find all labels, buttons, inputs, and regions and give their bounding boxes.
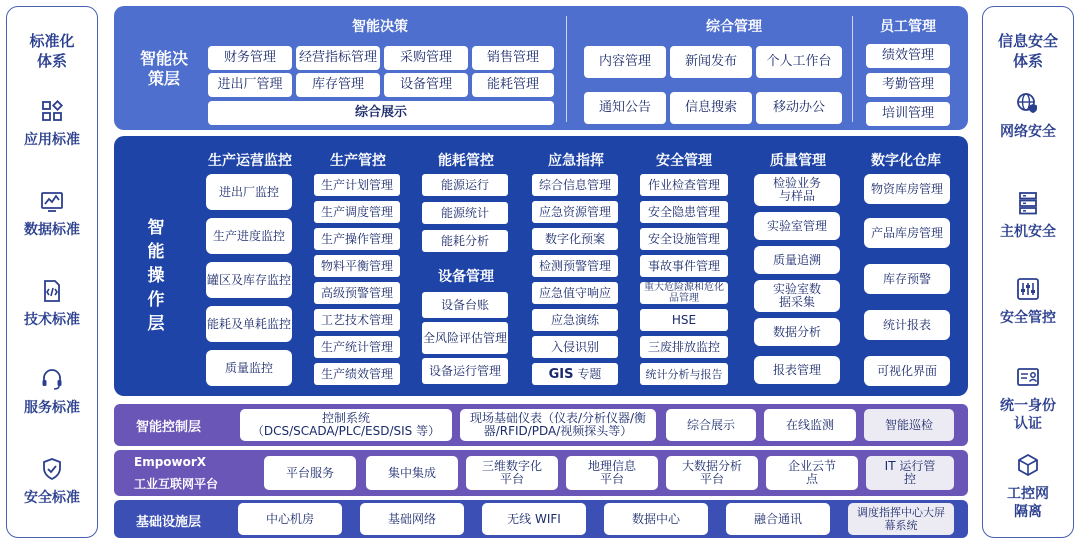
section-divider (852, 16, 853, 122)
decision-layer-label: 智能决策层 (139, 49, 188, 88)
module-box[interactable]: 能源运行 (422, 174, 508, 196)
module-box[interactable]: 生产绩效管理 (314, 363, 400, 385)
column-title: 安全管理 (656, 153, 712, 169)
infrastructure-layer-label: 基础设施层 (136, 515, 202, 530)
summary-box[interactable]: 综合展示 (208, 101, 554, 125)
module-box[interactable]: 无线 WIFI (482, 503, 586, 535)
module-box[interactable]: 设备台账 (422, 292, 508, 318)
module-box[interactable]: 库存预警 (864, 264, 950, 294)
standards-panel (6, 6, 98, 538)
cube-icon (1016, 453, 1040, 477)
module-box[interactable]: 新闻发布 (670, 46, 752, 78)
module-box[interactable]: 能耗分析 (422, 230, 508, 252)
platform-layer-label: 工业互联网平台 (134, 477, 219, 491)
module-box[interactable]: IT 运行管控 (866, 456, 954, 490)
module-box[interactable]: 融合通讯 (726, 503, 830, 535)
module-box[interactable]: 质量监控 (206, 350, 292, 386)
module-box[interactable]: 能耗及单耗监控 (206, 306, 292, 342)
module-box[interactable]: 库存管理 (296, 73, 380, 97)
gis-module-box[interactable]: GIS 专题 (532, 363, 618, 385)
security-item-identity: 统一身份认证 (983, 365, 1073, 433)
module-box[interactable]: 统计分析与报告 (640, 363, 728, 385)
standard-item-app: 应用标准 (7, 99, 97, 149)
module-box[interactable]: 可视化界面 (864, 356, 950, 386)
module-box[interactable]: 检验业务与样品 (754, 174, 840, 206)
module-box[interactable]: 入侵识别 (532, 336, 618, 358)
module-box[interactable]: 财务管理 (208, 46, 292, 70)
module-box[interactable]: 控制系统（DCS/SCADA/PLC/ESD/SIS 等） (240, 409, 452, 441)
module-box[interactable]: 进出厂管理 (208, 73, 292, 97)
module-box[interactable]: 重大危险源和危化品管理 (640, 282, 728, 304)
control-layer (114, 404, 968, 446)
module-box[interactable]: 调度指挥中心大屏幕系统 (848, 503, 954, 535)
operation-layer (114, 136, 968, 396)
standard-item-data: 数据标准 (7, 189, 97, 239)
module-box[interactable]: 企业云节点 (766, 456, 858, 490)
module-box[interactable]: 生产调度管理 (314, 201, 400, 223)
module-box[interactable]: 能耗管理 (472, 73, 554, 97)
module-box[interactable]: 作业检查管理 (640, 174, 728, 196)
security-item-control: 安全管控 (983, 277, 1073, 327)
code-icon (40, 279, 64, 303)
module-box[interactable]: 数字化预案 (532, 228, 618, 250)
platform-layer (114, 450, 968, 496)
column-title: 生产运营监控 (208, 153, 292, 169)
module-box[interactable]: 高级预警管理 (314, 282, 400, 304)
chart-icon (40, 189, 64, 213)
column-title: 应急指挥 (548, 153, 604, 169)
standard-item-tech: 技术标准 (7, 279, 97, 329)
column-title: 质量管理 (770, 153, 826, 169)
module-box[interactable]: 经营指标管理 (296, 46, 380, 70)
operation-layer-label: 智能操作层 (147, 218, 165, 334)
module-box[interactable]: 生产计划管理 (314, 174, 400, 196)
module-box[interactable]: 生产操作管理 (314, 228, 400, 250)
module-box[interactable]: 销售管理 (472, 46, 554, 70)
module-box[interactable]: 平台服务 (264, 456, 356, 490)
module-box[interactable]: 在线监测 (764, 409, 856, 441)
column-subtitle: 设备管理 (438, 269, 494, 285)
module-box[interactable]: 安全隐患管理 (640, 201, 728, 223)
module-box[interactable]: 应急演练 (532, 309, 618, 331)
module-box[interactable]: 进出厂监控 (206, 174, 292, 210)
module-box[interactable]: 工艺技术管理 (314, 309, 400, 331)
module-box[interactable]: 物料平衡管理 (314, 255, 400, 277)
security-title: 信息安全体系 (997, 32, 1058, 70)
module-box[interactable]: 报表管理 (754, 356, 840, 384)
module-box[interactable]: 综合信息管理 (532, 174, 618, 196)
module-box[interactable]: 中心机房 (238, 503, 342, 535)
apps-icon (40, 99, 64, 123)
module-box[interactable]: 绩效管理 (866, 44, 950, 68)
column-title: 能耗管控 (438, 153, 494, 169)
security-panel (982, 6, 1074, 538)
module-box[interactable]: 现场基础仪表（仪表/分析仪器/衡器/RFID/PDA/视频探头等） (460, 409, 656, 441)
module-box[interactable]: 数据中心 (604, 503, 708, 535)
module-box[interactable]: 应急值守响应 (532, 282, 618, 304)
module-box[interactable]: 应急资源管理 (532, 201, 618, 223)
module-box[interactable]: 三废排放监控 (640, 336, 728, 358)
standard-item-security: 安全标准 (7, 457, 97, 507)
module-box[interactable]: 数据分析 (754, 318, 840, 346)
module-box[interactable]: 大数据分析平台 (666, 456, 758, 490)
module-box[interactable]: HSE (640, 309, 728, 331)
globe-shield-icon (1016, 91, 1040, 115)
section-title-staff: 员工管理 (880, 19, 936, 35)
module-box[interactable]: 罐区及库存监控 (206, 262, 292, 298)
security-item-host: 主机安全 (983, 191, 1073, 241)
module-box[interactable]: 设备运行管理 (422, 358, 508, 384)
column-title: 数字化仓库 (871, 153, 941, 169)
server-icon (1016, 191, 1040, 215)
decision-layer (114, 6, 968, 130)
control-layer-label: 智能控制层 (136, 420, 202, 435)
module-box[interactable]: 内容管理 (584, 46, 666, 78)
module-box[interactable]: 个人工作台 (756, 46, 842, 78)
column-title: 生产管控 (330, 153, 386, 169)
module-box[interactable]: 安全设施管理 (640, 228, 728, 250)
platform-brand: EmpoworX (134, 455, 207, 469)
module-box[interactable]: 事故事件管理 (640, 255, 728, 277)
module-box[interactable]: 信息搜索 (670, 92, 752, 124)
module-box[interactable]: 通知公告 (584, 92, 666, 124)
headset-icon (40, 367, 64, 391)
module-box[interactable]: 质量追溯 (754, 246, 840, 274)
module-box[interactable]: 生产进度监控 (206, 218, 292, 254)
security-item-isolation: 工控网隔离 (983, 453, 1073, 521)
module-box[interactable]: 培训管理 (866, 102, 950, 126)
module-box[interactable]: 统计报表 (864, 310, 950, 340)
module-box[interactable]: 三维数字化平台 (466, 456, 558, 490)
module-box[interactable]: 考勤管理 (866, 73, 950, 97)
module-box[interactable]: 基础网络 (360, 503, 464, 535)
module-box[interactable]: 产品库房管理 (864, 218, 950, 248)
module-box[interactable]: 生产统计管理 (314, 336, 400, 358)
module-box[interactable]: 集中集成 (366, 456, 458, 490)
module-box[interactable]: 地理信息平台 (566, 456, 658, 490)
section-title-general: 综合管理 (706, 19, 762, 35)
standards-title: 标准化体系 (29, 32, 75, 70)
module-box[interactable]: 物资库房管理 (864, 174, 950, 204)
section-title-decision: 智能决策 (352, 19, 408, 35)
id-card-icon (1016, 365, 1040, 389)
module-box[interactable]: 采购管理 (384, 46, 468, 70)
module-box[interactable]: 检测预警管理 (532, 255, 618, 277)
shield-check-icon (40, 457, 64, 481)
module-box[interactable]: 能源统计 (422, 202, 508, 224)
module-box[interactable]: 设备管理 (384, 73, 468, 97)
sliders-icon (1016, 277, 1040, 301)
module-box[interactable]: 综合展示 (666, 409, 756, 441)
security-item-network: 网络安全 (983, 91, 1073, 141)
module-box[interactable]: 实验室管理 (754, 212, 840, 240)
module-box[interactable]: 移动办公 (756, 92, 842, 124)
module-box[interactable]: 全风险评估管理 (422, 322, 508, 354)
module-box[interactable]: 智能巡检 (864, 409, 954, 441)
infrastructure-layer (114, 500, 968, 538)
module-box[interactable]: 实验室数据采集 (754, 280, 840, 312)
section-divider (566, 16, 567, 122)
standard-item-service: 服务标准 (7, 367, 97, 417)
